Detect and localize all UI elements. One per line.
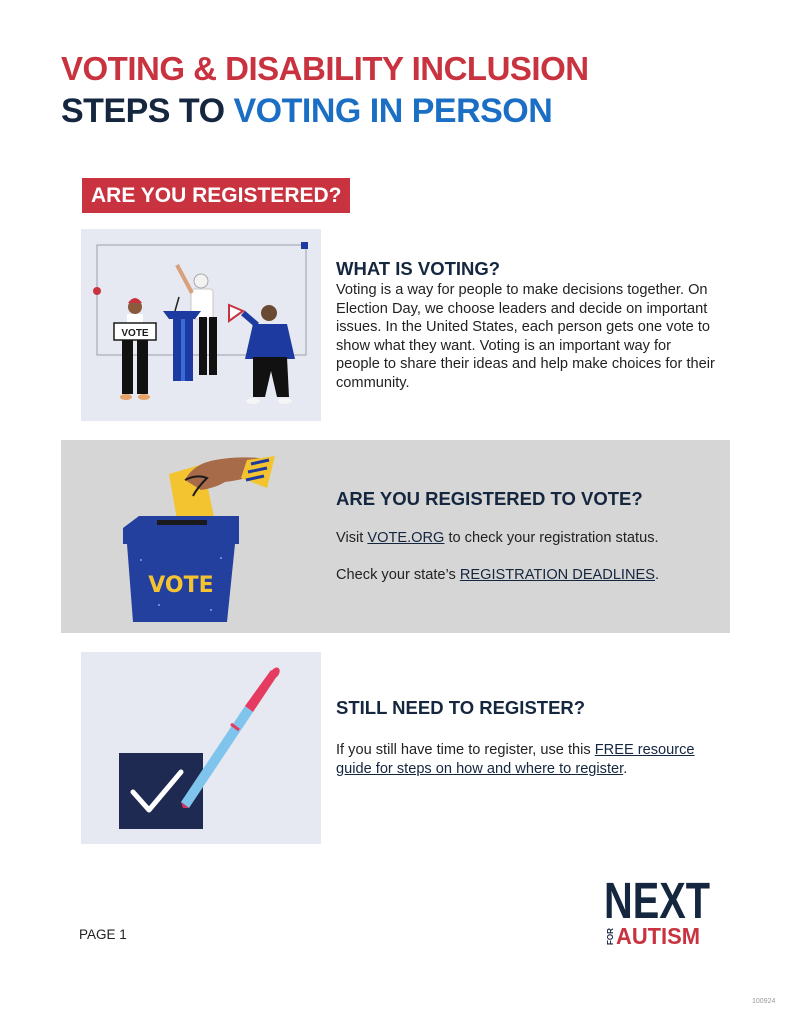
pen-checkbox-illustration <box>81 652 321 844</box>
deadlines-paragraph <box>336 566 716 585</box>
register-guide-prefix: If you still have time to register, use this <box>336 742 595 758</box>
free-resource-guide-link[interactable]: FREE resource guide for steps on how and where to register <box>336 742 695 777</box>
page-title: VOTING & DISABILITY INCLUSION <box>61 50 589 87</box>
vote-org-prefix: Visit <box>336 530 368 546</box>
page-number: PAGE 1 <box>79 927 127 942</box>
still-need-to-register-heading: STILL NEED TO REGISTER? <box>336 697 586 718</box>
election-rally-illustration <box>81 229 321 421</box>
sign-label: VOTE <box>121 328 149 339</box>
what-is-voting-text: Voting is a way for people to make decisions together. On Election Day, we choose leaders and decide on important issues. In the United States, each person gets one vote to show what they want. Voting is an important way for people to share their ideas and help make choices for their community. <box>336 282 715 391</box>
document-code: 100924 <box>752 998 776 1005</box>
vote-org-paragraph <box>336 529 716 548</box>
vote-org-link[interactable]: VOTE.ORG <box>367 530 445 546</box>
logo-autism: AUTISM <box>616 923 700 949</box>
logo-for: FOR <box>606 928 615 945</box>
registered-to-vote-heading: ARE YOU REGISTERED TO VOTE? <box>336 488 643 509</box>
deadlines-suffix: . <box>655 567 660 583</box>
page-subtitle <box>61 92 552 131</box>
registered-banner: ARE YOU REGISTERED? <box>82 178 350 213</box>
ballot-box-label: VOTE <box>148 573 214 598</box>
what-is-voting-heading: WHAT IS VOTING? <box>336 258 501 279</box>
registration-deadlines-link[interactable]: REGISTRATION DEADLINES <box>459 567 655 583</box>
next-for-autism-logo <box>604 870 712 948</box>
register-guide-paragraph <box>336 741 696 778</box>
logo-next: NEXT <box>604 872 710 929</box>
subtitle-part-2: VOTING IN PERSON <box>233 92 553 130</box>
register-guide-suffix: . <box>623 760 628 777</box>
subtitle-part-1: STEPS TO <box>61 92 234 130</box>
vote-org-suffix: to check your registration status. <box>444 530 659 546</box>
deadlines-prefix: Check your state’s <box>336 567 460 583</box>
